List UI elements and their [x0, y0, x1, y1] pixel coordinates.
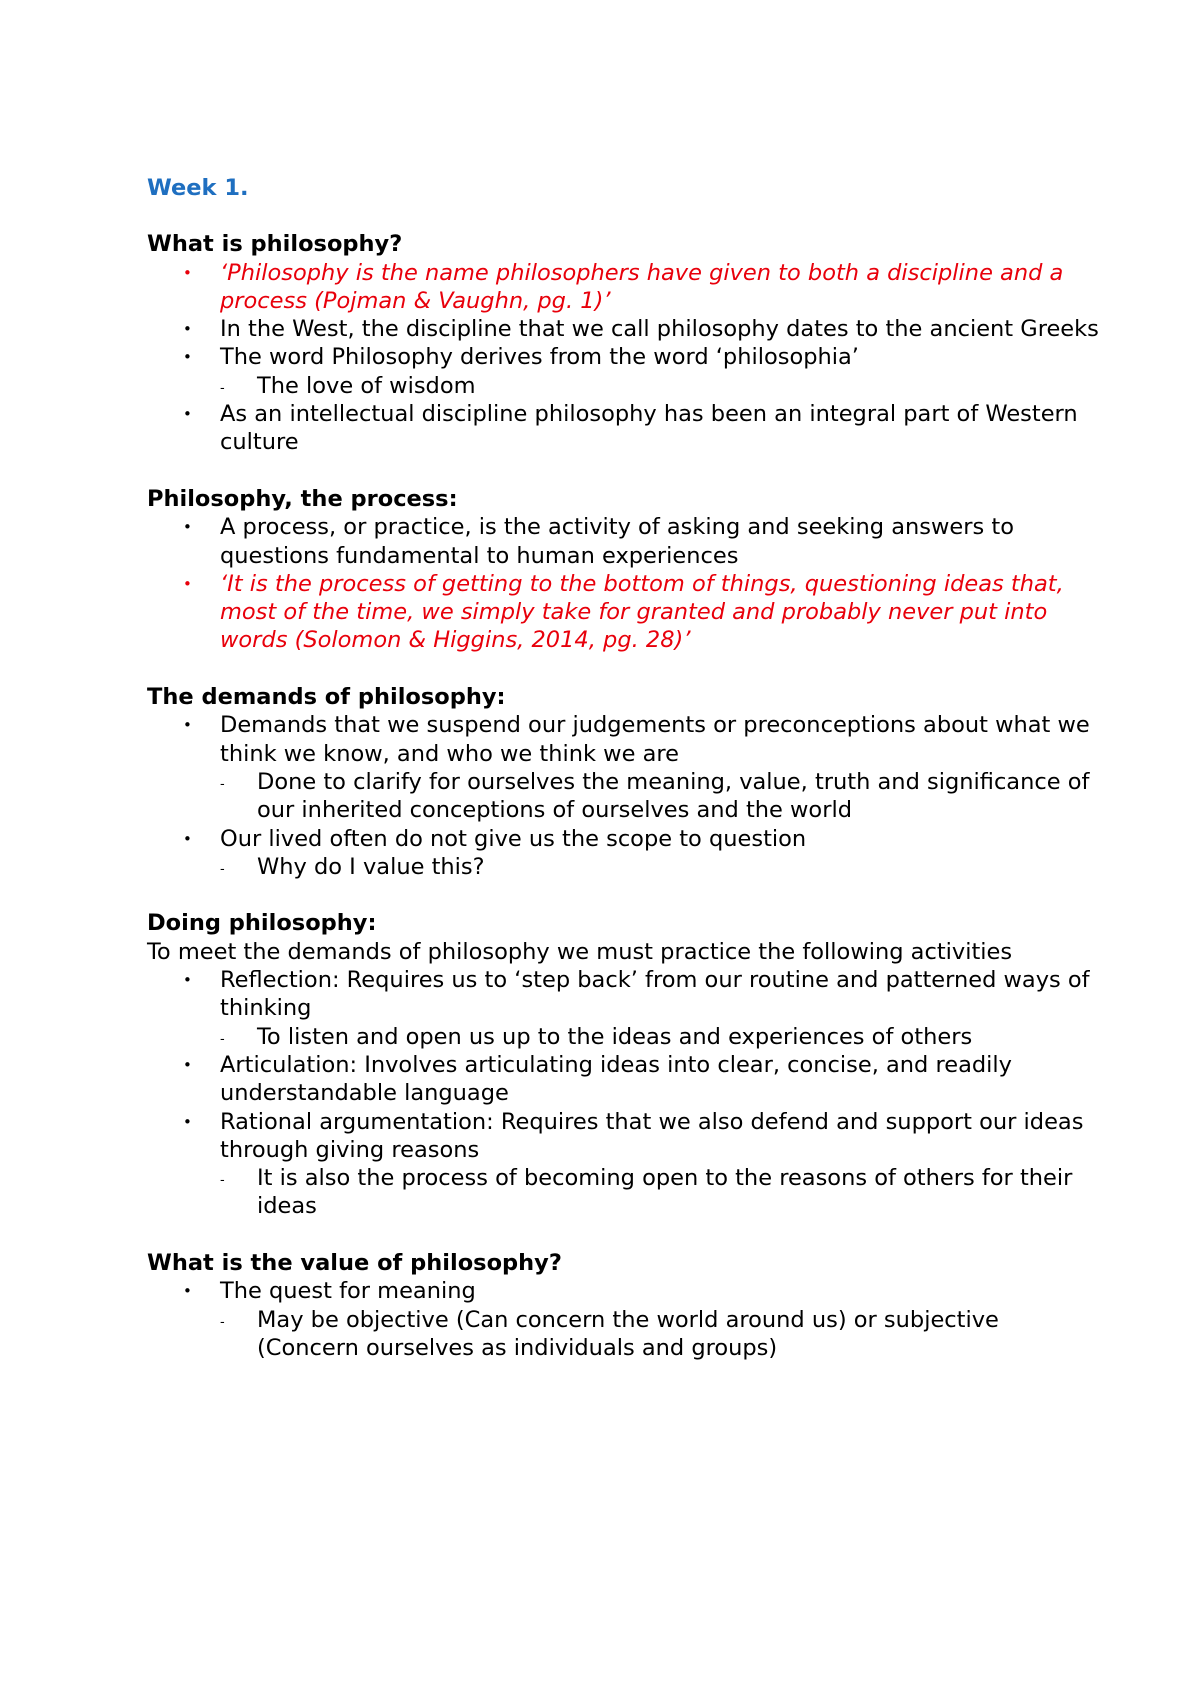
bullet-text: As an intellectual discipline philosophy has been an integral part of Western culture	[220, 401, 1078, 456]
sub-bullet-text: May be objective (Can concern the world around us) or subjective (Concern ourselves as individuals and groups)	[257, 1306, 999, 1361]
bullet-item	[147, 315, 1107, 343]
bullet-text: Reflection: Requires us to ‘step back’ from our routine and patterned ways of thinking	[220, 967, 1090, 1022]
dash-icon: -	[220, 1314, 225, 1330]
sub-bullet-text: The love of wisdom	[257, 372, 476, 399]
bullet-icon: •	[183, 1112, 192, 1131]
bullet-icon: •	[183, 518, 192, 537]
bullet-item	[147, 1277, 1107, 1362]
sub-bullet-text: Done to clarify for ourselves the meaning, value, truth and significance of our inherited conceptions of ourselves and the world	[257, 768, 1090, 824]
dash-icon: -	[220, 1173, 225, 1189]
bullet-icon: •	[183, 405, 192, 424]
bullet-icon: •	[183, 320, 192, 339]
section-heading: What is the value of philosophy?	[147, 1249, 562, 1276]
week-title: Week 1.	[147, 175, 249, 201]
section-heading: The demands of philosophy:	[147, 684, 506, 711]
section-heading: Philosophy, the process:	[147, 485, 458, 512]
bullet-list	[147, 1277, 1107, 1362]
sub-bullet-list	[220, 372, 1107, 400]
bullet-list	[147, 513, 1107, 654]
bullet-item	[147, 400, 1107, 457]
sub-bullet-list	[220, 1306, 1107, 1363]
bullet-icon: •	[183, 348, 192, 367]
sub-bullet-item	[220, 1023, 1107, 1051]
sub-bullet-item	[220, 1164, 1107, 1221]
bullet-item	[147, 513, 1107, 570]
quote-text: ‘Philosophy is the name philosophers have given to both a discipline and a process (Pojman & Vaughn, pg. 1)’	[220, 259, 1064, 314]
section-heading: Doing philosophy:	[147, 910, 377, 937]
bullet-list	[147, 259, 1107, 457]
sub-bullet-item	[220, 372, 1107, 400]
sections-container	[147, 230, 1107, 1362]
bullet-text: A process, or practice, is the activity of asking and seeking answers to questions fundamental to human experiences	[220, 514, 1014, 569]
section	[147, 909, 1107, 1220]
bullet-icon: •	[183, 263, 192, 282]
bullet-text: Rational argumentation: Requires that we also defend and support our ideas through giving reasons	[220, 1108, 1084, 1163]
bullet-text: In the West, the discipline that we call philosophy dates to the ancient Greeks	[220, 316, 1099, 343]
bullet-icon: •	[183, 1055, 192, 1074]
sub-bullet-list	[220, 768, 1107, 825]
sub-bullet-text: It is also the process of becoming open to the reasons of others for their ideas	[257, 1165, 1073, 1220]
bullet-item	[147, 711, 1107, 824]
bullet-item	[147, 1108, 1107, 1221]
sub-bullet-item	[220, 768, 1107, 825]
sub-bullet-list	[220, 853, 1107, 881]
section-heading: What is philosophy?	[147, 231, 403, 258]
bullet-text: Demands that we suspend our judgements or preconceptions about what we think we know, and who we think we are	[220, 712, 1090, 767]
dash-icon: -	[220, 1031, 225, 1047]
section	[147, 1249, 1107, 1362]
bullet-item	[147, 570, 1107, 655]
quote-text: ‘It is the process of getting to the bottom of things, questioning ideas that, most of the time, we simply take for granted and probably never put into words (Solomon & Higgins, 2014, pg. 28)’	[220, 570, 1064, 654]
section	[147, 485, 1107, 655]
bullet-item	[147, 1051, 1107, 1108]
bullet-list	[147, 711, 1107, 881]
bullet-text: The quest for meaning	[220, 1278, 476, 1305]
bullet-item	[147, 259, 1107, 316]
bullet-icon: •	[183, 829, 192, 848]
sub-bullet-item	[220, 853, 1107, 881]
bullet-item	[147, 825, 1107, 882]
bullet-icon: •	[183, 971, 192, 990]
section	[147, 683, 1107, 881]
bullet-icon: •	[183, 574, 192, 593]
sub-bullet-list	[220, 1164, 1107, 1221]
sub-bullet-item	[220, 1306, 1107, 1363]
dash-icon: -	[220, 861, 225, 877]
section	[147, 230, 1107, 456]
bullet-item	[147, 966, 1107, 1051]
sub-bullet-text: Why do I value this?	[257, 853, 485, 880]
bullet-list	[147, 966, 1107, 1221]
sub-bullet-text: To listen and open us up to the ideas and experiences of others	[257, 1023, 973, 1050]
bullet-text: Our lived often do not give us the scope to question	[220, 825, 807, 852]
sub-bullet-list	[220, 1023, 1107, 1051]
dash-icon: -	[220, 380, 225, 396]
bullet-icon: •	[183, 1282, 192, 1301]
bullet-text: Articulation: Involves articulating ideas into clear, concise, and readily understandable language	[220, 1051, 1012, 1107]
section-intro: To meet the demands of philosophy we must practice the following activities	[147, 938, 1013, 965]
bullet-text: The word Philosophy derives from the word ‘philosophia’	[220, 344, 859, 371]
document-body	[147, 174, 1107, 1362]
dash-icon: -	[220, 776, 225, 792]
bullet-icon: •	[183, 716, 192, 735]
bullet-item	[147, 343, 1107, 400]
